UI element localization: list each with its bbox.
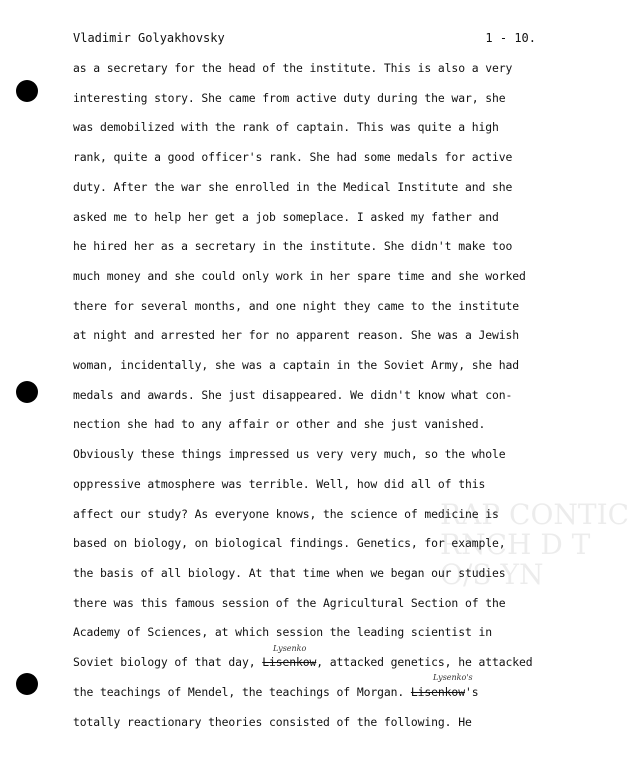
binder-hole-top <box>16 80 38 102</box>
text-line: woman, incidentally, she was a captain in the Soviet Army, she had <box>73 358 520 372</box>
text-line: the basis of all biology. At that time when we began our studies <box>73 565 506 580</box>
text-line: affect our study? As everyone knows, the science of medicine is <box>73 506 499 521</box>
handwritten-correction: Lysenko <box>273 644 307 653</box>
text-line: there for several months, and one night they came to the institute <box>73 298 520 313</box>
text-line: nection she had to any affair or other and she just vanished. <box>73 417 486 432</box>
text-line: asked me to help her get a job someplace. I asked my father and <box>73 209 499 224</box>
bleed-through-text: RAP CONTIC RNCH D T O/S YN <box>440 498 629 591</box>
text-line: much money and she could only work in her spare time and she worked <box>73 268 526 283</box>
text-line-23: totally reactionary theories consisted of the following. He <box>73 715 472 729</box>
text-line: was demobilized with the rank of captain. This was quite a high <box>73 120 499 135</box>
line-segment: 's <box>464 685 479 699</box>
text-line: interesting story. She came from active duty during the war, she <box>73 90 506 105</box>
text-line: based on biology, on biological findings. Genetics, for example, <box>73 536 506 551</box>
line-segment: , attacked genetics, he attacked <box>316 655 533 669</box>
line-segment: Soviet biology of that day, <box>73 655 263 669</box>
text-line: at night and arrested her for no apparent reason. She was a Jewish <box>73 328 520 343</box>
page-number: 1 - 10. <box>485 31 536 45</box>
line-segment: the teachings of Mendel, the teachings of Morgan. <box>73 685 411 699</box>
text-line: Academy of Sciences, at which session the leading scientist in <box>73 625 492 640</box>
text-line: rank, quite a good officer's rank. She had some medals for active <box>73 150 513 165</box>
text-line: oppressive atmosphere was terrible. Well, how did all of this <box>73 476 486 491</box>
text-line-22 <box>73 685 478 699</box>
text-line: there was this famous session of the Agricultural Section of the <box>73 595 506 610</box>
binder-hole-middle <box>16 381 38 403</box>
text-line: medals and awards. She just disappeared. We didn't know what con- <box>73 387 513 402</box>
text-line: as a secretary for the head of the institute. This is also a very <box>73 61 513 75</box>
handwritten-correction: Lysenko's <box>433 673 473 682</box>
text-line: he hired her as a secretary in the institute. She didn't make too <box>73 239 513 254</box>
text-line: Obviously these things impressed us very very much, so the whole <box>73 447 506 462</box>
struck-name: Lisenkow <box>410 685 465 699</box>
text-line: duty. After the war she enrolled in the Medical Institute and she <box>73 179 513 194</box>
struck-name: Lisenkow <box>262 655 317 669</box>
text-line-21 <box>73 655 533 669</box>
page-header <box>73 31 536 47</box>
author-name: Vladimir Golyakhovsky <box>73 31 225 45</box>
binder-hole-bottom <box>16 673 38 695</box>
